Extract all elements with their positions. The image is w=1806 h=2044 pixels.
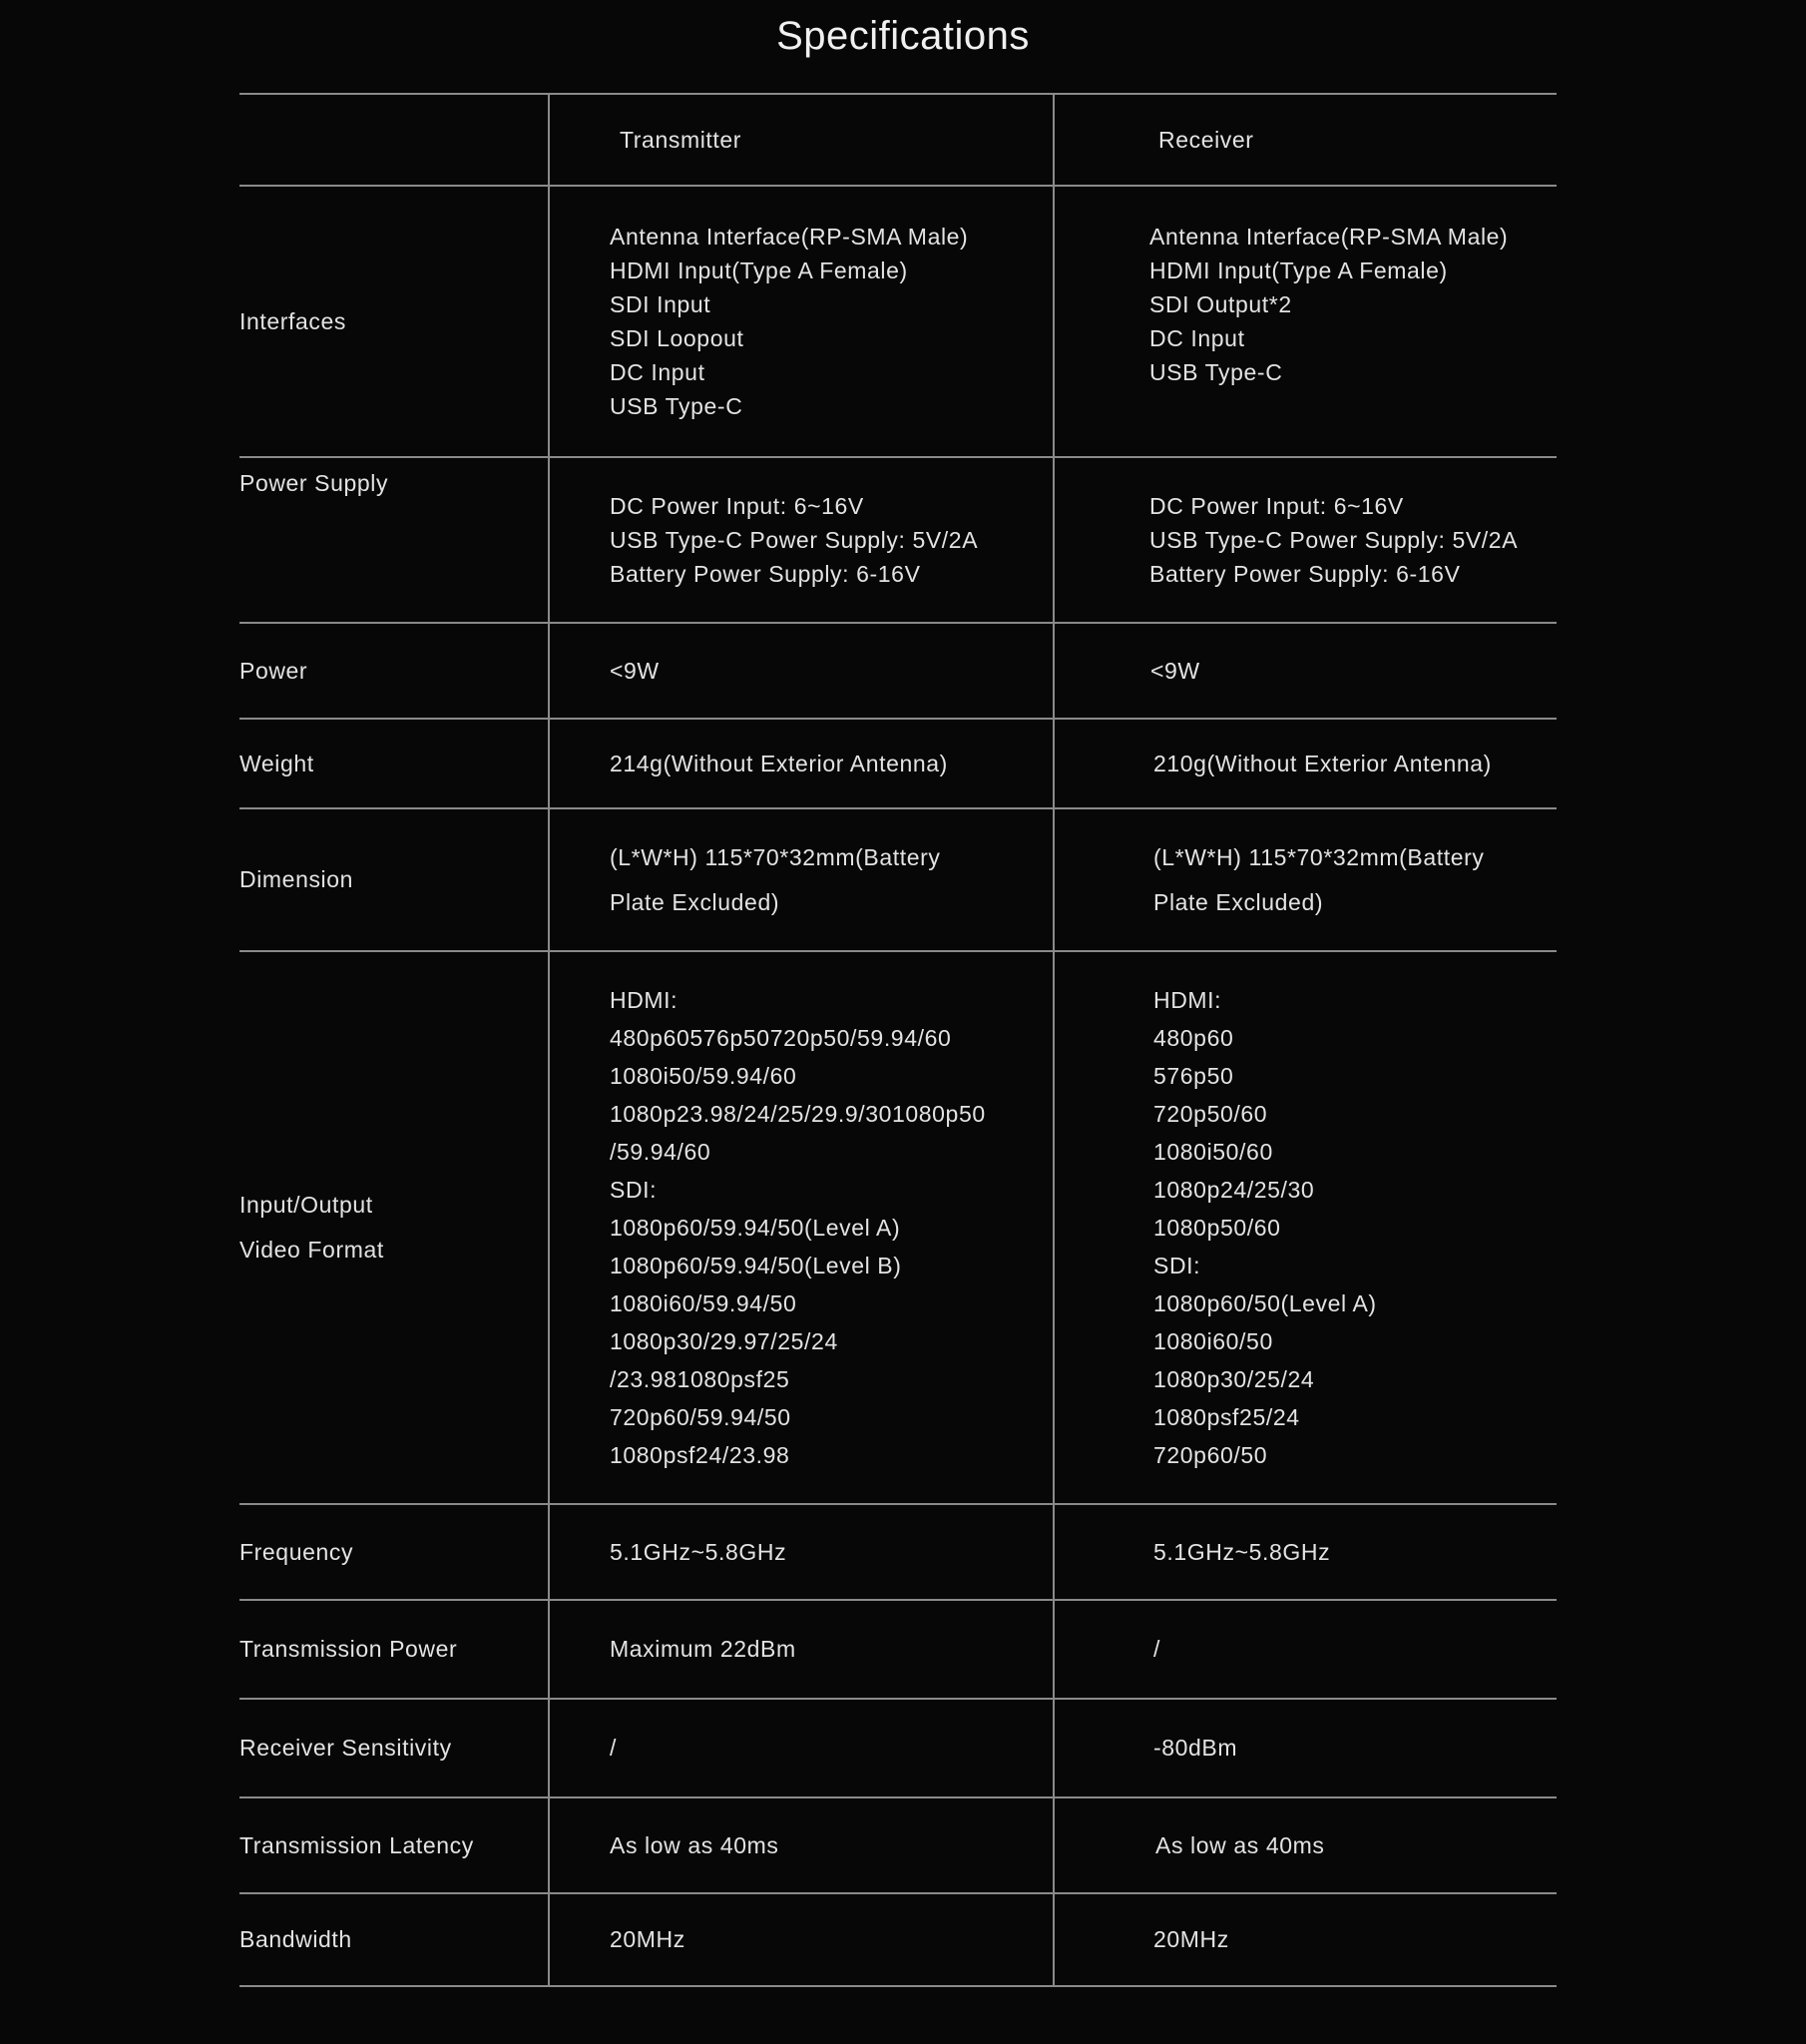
value-line: USB Type-C [1149, 359, 1283, 385]
value-line: 1080p30/29.97/25/24 [610, 1328, 838, 1354]
value-line: DC Power Input: 6~16V [1149, 493, 1404, 519]
value-line: 1080p23.98/24/25/29.9/301080p50 [610, 1101, 986, 1127]
value-line: 210g(Without Exterior Antenna) [1153, 750, 1492, 776]
value-line: 480p60576p50720p50/59.94/60 [610, 1025, 952, 1051]
value-line: SDI Input [610, 291, 711, 317]
value-line: Antenna Interface(RP-SMA Male) [1149, 224, 1509, 250]
row-label-text: Receiver Sensitivity [239, 1735, 452, 1761]
table-row-transmission-latency [239, 1798, 1557, 1894]
value-line: SDI: [1153, 1253, 1201, 1278]
value-line: 214g(Without Exterior Antenna) [610, 750, 948, 776]
header-receiver: Receiver [1158, 126, 1254, 153]
transmitter-cell [550, 1700, 1055, 1796]
transmitter-cell [550, 720, 1055, 807]
receiver-cell [1055, 809, 1557, 950]
table-row-power [239, 624, 1557, 720]
value-line: DC Power Input: 6~16V [610, 493, 864, 519]
row-label-text: Input/Output [239, 1192, 373, 1218]
value-line: 480p60 [1153, 1025, 1234, 1051]
value-line: USB Type-C [610, 393, 743, 419]
row-label-text: Video Format [239, 1237, 384, 1263]
value-line: Plate Excluded) [610, 888, 780, 915]
value-line: Antenna Interface(RP-SMA Male) [610, 224, 969, 250]
value-line: Battery Power Supply: 6-16V [1149, 561, 1461, 587]
table-row-weight [239, 720, 1557, 809]
value-line: 1080p50/60 [1153, 1215, 1281, 1241]
header-label-cell [239, 95, 550, 185]
value-line: SDI Loopout [610, 325, 744, 351]
value-line: USB Type-C Power Supply: 5V/2A [1149, 527, 1519, 553]
value-line: /23.981080psf25 [610, 1366, 790, 1392]
value-line: USB Type-C Power Supply: 5V/2A [610, 527, 979, 553]
value-line: 720p60/50 [1153, 1442, 1268, 1468]
table-row-power-supply [239, 458, 1557, 624]
value-line: 1080i60/59.94/50 [610, 1290, 797, 1316]
value-line: 1080p60/59.94/50(Level B) [610, 1253, 902, 1278]
row-label [239, 458, 550, 622]
value-line: 1080psf24/23.98 [610, 1442, 790, 1468]
transmitter-cell [550, 952, 1055, 1503]
value-line: 1080i50/60 [1153, 1139, 1273, 1165]
value-line: As low as 40ms [610, 1831, 779, 1858]
value-line: SDI Output*2 [1149, 291, 1292, 317]
transmitter-cell [550, 458, 1055, 622]
receiver-cell [1055, 952, 1557, 1503]
value-line: 5.1GHz~5.8GHz [1153, 1538, 1331, 1565]
row-label-text: Interfaces [239, 307, 346, 334]
row-label [239, 720, 550, 807]
table-row-video-format [239, 952, 1557, 1505]
value-line: Plate Excluded) [1153, 888, 1324, 915]
header-transmitter-cell [550, 95, 1055, 185]
value-line: DC Input [1149, 325, 1245, 351]
receiver-cell [1055, 458, 1557, 622]
table-header-row [239, 95, 1557, 187]
value-line: HDMI: [610, 987, 678, 1013]
transmitter-cell [550, 1505, 1055, 1599]
receiver-cell [1055, 1700, 1557, 1796]
row-label [239, 1894, 550, 1985]
value-line: <9W [1150, 657, 1200, 684]
value-line: SDI: [610, 1177, 658, 1203]
value-line: 1080p24/25/30 [1153, 1177, 1315, 1203]
receiver-cell [1055, 1798, 1557, 1892]
row-label-text: Dimension [239, 866, 354, 892]
row-label-text: Weight [239, 750, 314, 776]
value-line: (L*W*H) 115*70*32mm(Battery [610, 843, 941, 870]
row-label [239, 1601, 550, 1698]
transmitter-cell [550, 187, 1055, 456]
spec-table [239, 93, 1557, 1987]
receiver-cell [1055, 720, 1557, 807]
value-line: 1080i60/50 [1153, 1328, 1273, 1354]
table-row-bandwidth [239, 1894, 1557, 1987]
transmitter-cell [550, 1798, 1055, 1892]
value-line: HDMI Input(Type A Female) [610, 257, 908, 283]
table-row-interfaces [239, 187, 1557, 458]
value-line: <9W [610, 657, 660, 684]
row-label [239, 1505, 550, 1599]
value-line: / [1153, 1636, 1160, 1662]
value-line: 720p50/60 [1153, 1101, 1268, 1127]
table-row-dimension [239, 809, 1557, 952]
value-line: -80dBm [1153, 1735, 1238, 1761]
value-line: 1080p30/25/24 [1153, 1366, 1315, 1392]
value-line: 5.1GHz~5.8GHz [610, 1538, 787, 1565]
row-label-text: Power [239, 657, 308, 684]
value-line: DC Input [610, 359, 705, 385]
value-line: 576p50 [1153, 1063, 1234, 1089]
receiver-cell [1055, 624, 1557, 718]
row-label [239, 624, 550, 718]
value-line: 1080psf25/24 [1153, 1404, 1300, 1430]
transmitter-cell [550, 1894, 1055, 1985]
value-line: 1080i50/59.94/60 [610, 1063, 797, 1089]
value-line: Battery Power Supply: 6-16V [610, 561, 921, 587]
transmitter-cell [550, 624, 1055, 718]
header-receiver-cell [1055, 95, 1557, 185]
value-line: /59.94/60 [610, 1139, 711, 1165]
value-line: As low as 40ms [1155, 1831, 1325, 1858]
value-line: 20MHz [1153, 1926, 1229, 1952]
value-line: HDMI Input(Type A Female) [1149, 257, 1448, 283]
value-line: (L*W*H) 115*70*32mm(Battery [1153, 843, 1485, 870]
row-label [239, 1700, 550, 1796]
row-label-text: Power Supply [239, 470, 389, 496]
value-line: 1080p60/59.94/50(Level A) [610, 1215, 901, 1241]
header-transmitter: Transmitter [620, 126, 742, 153]
receiver-cell [1055, 1601, 1557, 1698]
receiver-cell [1055, 1505, 1557, 1599]
receiver-cell [1055, 1894, 1557, 1985]
page-title: Specifications [776, 14, 1030, 58]
table-row-transmission-power [239, 1601, 1557, 1700]
table-row-receiver-sensitivity [239, 1700, 1557, 1798]
table-row-frequency [239, 1505, 1557, 1601]
value-line: / [610, 1735, 617, 1761]
row-label-text: Transmission Latency [239, 1831, 474, 1858]
row-label [239, 1798, 550, 1892]
row-label-text: Bandwidth [239, 1926, 352, 1952]
value-line: HDMI: [1153, 987, 1222, 1013]
value-line: 1080p60/50(Level A) [1153, 1290, 1377, 1316]
value-line: 20MHz [610, 1926, 685, 1952]
transmitter-cell [550, 1601, 1055, 1698]
row-label [239, 187, 550, 456]
row-label [239, 952, 550, 1503]
value-line: 720p60/59.94/50 [610, 1404, 791, 1430]
receiver-cell [1055, 187, 1557, 456]
row-label-text: Frequency [239, 1538, 354, 1565]
transmitter-cell [550, 809, 1055, 950]
value-line: Maximum 22dBm [610, 1636, 796, 1662]
row-label [239, 809, 550, 950]
row-label-text: Transmission Power [239, 1636, 458, 1662]
